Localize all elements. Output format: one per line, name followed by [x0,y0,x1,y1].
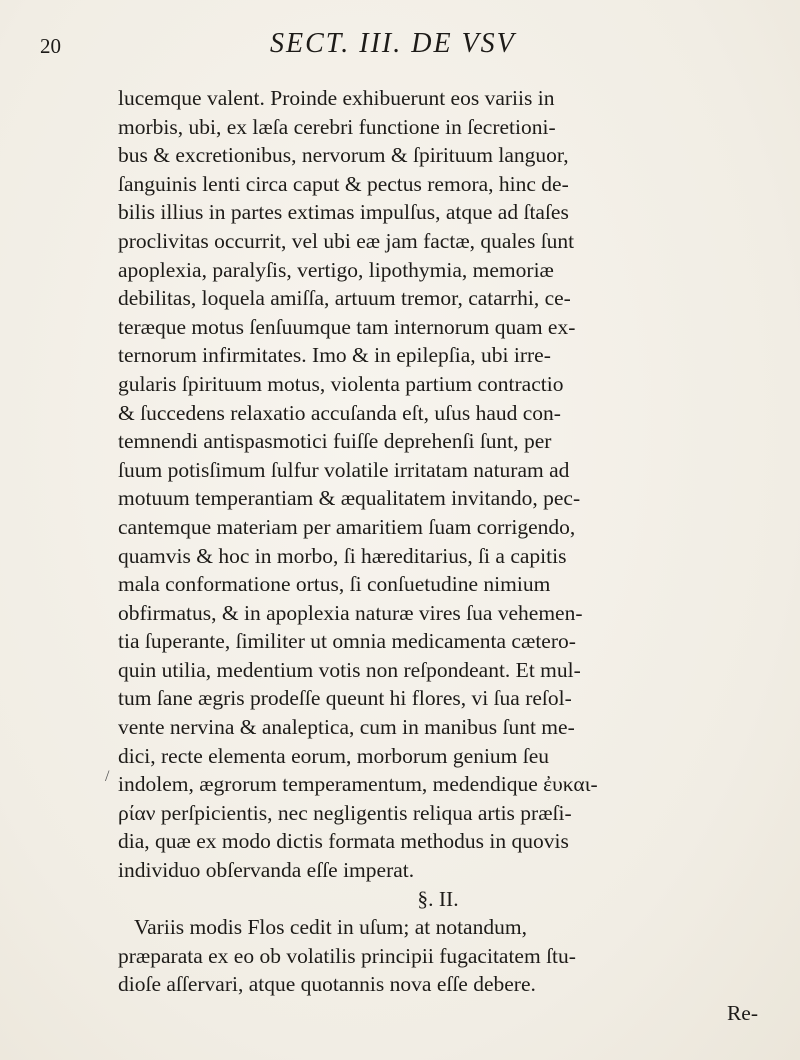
page-header [40,22,760,66]
margin-mark: / [105,768,110,785]
text-line: debilitas, loquela amiſſa, artuum tremor, catarrhi, ce- [118,286,571,311]
catchword: Re- [726,1001,758,1025]
text-line: ρίαν perſpicientis, nec negligentis reliqua artis præſi- [118,800,572,825]
section-heading: §. II. [417,886,459,911]
text-line: motuum temperantiam & æqualitatem invitando, pec- [118,486,581,511]
text-line: morbis, ubi, ex læſa cerebri functione in ſecretioni- [118,114,556,139]
text-line: quamvis & hoc in morbo, ſi hæreditarius, ſi a capitis [118,543,567,568]
page-number: 20 [40,34,61,58]
text-line: mala conformatione ortus, ſi conſuetudine nimium [118,572,551,597]
text-line: & ſuccedens relaxatio accuſanda eſt, uſus haud con- [118,400,561,425]
text-line: bilis illius in partes extimas impulſus, atque ad ſtaſes [118,200,569,225]
text-line: individuo obſervanda eſſe imperat. [118,858,415,883]
text-line: tum ſane ægris prodeſſe queunt hi flores, vi ſua reſol- [118,686,572,711]
text-line: vente nervina & analeptica, cum in manibus ſunt me- [118,715,575,740]
text-line: quin utilia, medentium votis non reſpondeant. Et mul- [118,657,581,682]
text-line: obfirmatus, & in apoplexia naturæ vires ſua vehemen- [118,600,583,625]
text-line: temnendi antispasmotici fuiſſe deprehenſi ſunt, per [118,429,552,454]
text-line: gularis ſpirituum motus, violenta partium contractio [118,371,564,396]
text-line: ternorum infirmitates. Imo & in epilepſia, ubi irre- [118,343,551,368]
text-line: proclivitas occurrit, vel ubi eæ jam factæ, quales ſunt [118,228,575,253]
text-line: lucemque valent. Proinde exhibuerunt eos variis in [118,86,555,110]
text-line: teræque motus ſenſuumque tam internorum quam ex- [118,314,576,339]
text-line: apoplexia, paralyſis, vertigo, lipothymia, memoriæ [118,257,554,282]
text-line: præparata ex eo ob volatilis principii fugacitatem ſtu- [118,943,576,968]
body-text [118,84,758,1028]
text-line: ſanguinis lenti circa caput & pectus remora, hinc de- [118,171,569,196]
text-line: bus & excretionibus, nervorum & ſpirituum languor, [118,143,569,168]
text-line: tia ſuperante, ſimiliter ut omnia medicamenta cætero- [118,629,576,654]
text-line: Variis modis Flos cedit in uſum; at notandum, [134,915,527,940]
text-line: ſuum potisſimum ſulfur volatile irritatam naturam ad [118,457,570,482]
text-line: dia, quæ ex modo dictis formata methodus in quovis [118,829,569,854]
running-head: SECT. III. DE VSV [270,28,516,59]
text-line: cantemque materiam per amaritiem ſuam corrigendo, [118,514,576,539]
text-line: indolem, ægrorum temperamentum, medendique ἐυκαι- [118,772,598,797]
text-line: dici, recte elementa eorum, morborum genium ſeu [118,743,550,768]
text-line: dioſe aſſervari, atque quotannis nova eſſe debere. [118,972,536,997]
